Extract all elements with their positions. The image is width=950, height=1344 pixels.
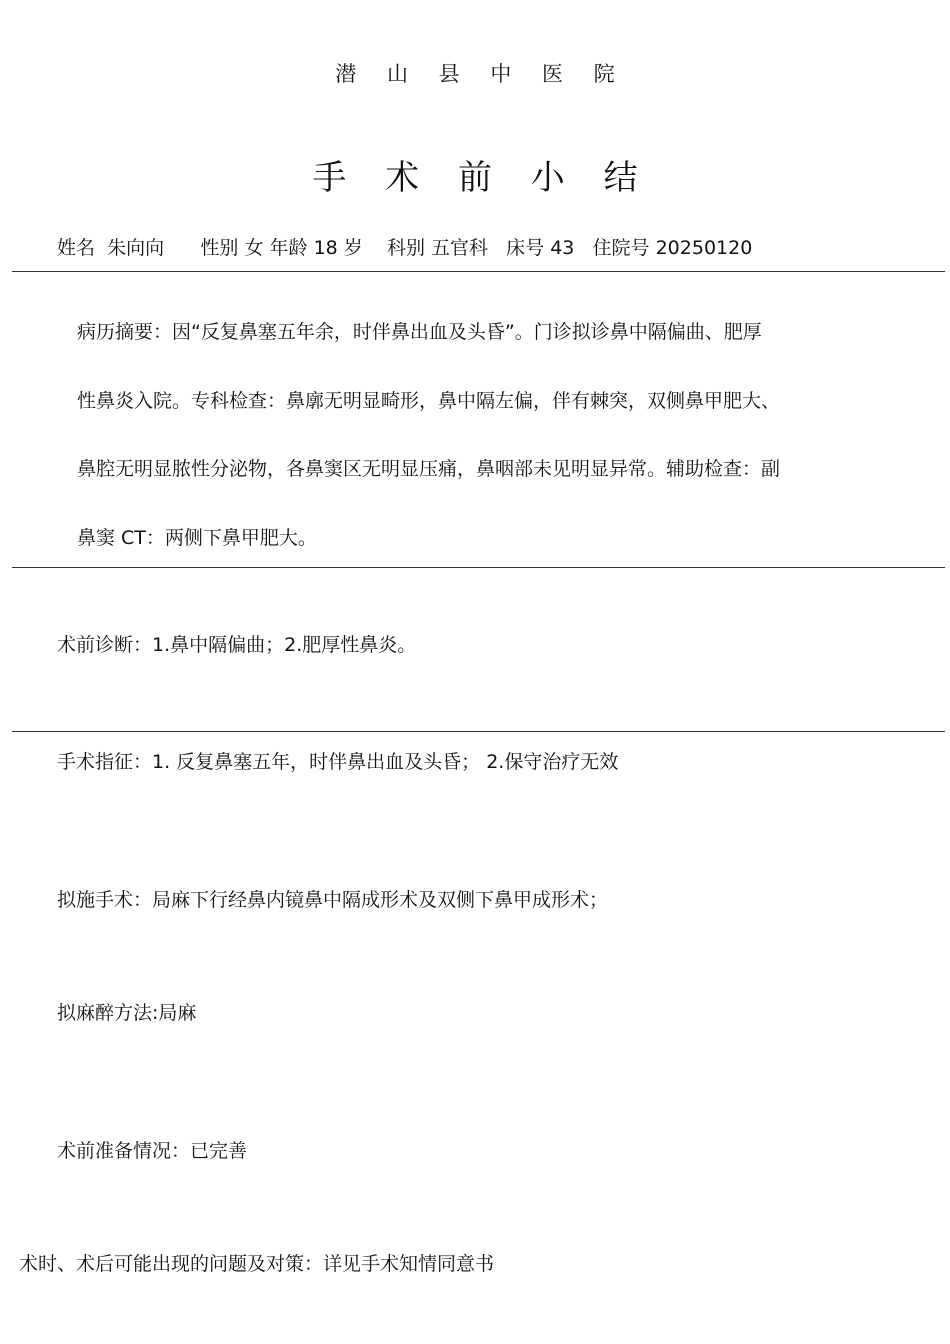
- document-title: 手 术 前 小 结: [312, 158, 652, 198]
- patient-dept: 五官科: [431, 237, 489, 259]
- surgical-indication: 手术指征：1. 反复鼻塞五年，时伴鼻出血及头昏； 2.保守治疗无效: [57, 751, 619, 773]
- bed-label: 床号: [506, 237, 545, 259]
- history-summary: [77, 298, 797, 572]
- patient-name: 朱向向: [107, 237, 165, 259]
- patient-info-row: [57, 233, 752, 260]
- summary-line: 鼻腔无明显脓性分泌物，各鼻窦区无明显压痛，鼻咽部未见明显异常。辅助检查：副: [77, 458, 781, 480]
- age-label: 年龄: [269, 237, 308, 259]
- summary-line: 鼻窦 CT：两侧下鼻甲肥大。: [77, 526, 317, 549]
- admission-number: 20250120: [655, 237, 753, 259]
- divider-summary: [12, 567, 945, 568]
- summary-line: 性鼻炎入院。专科检查：鼻廓无明显畸形，鼻中隔左偏，伴有棘突，双侧鼻甲肥大、: [77, 389, 781, 412]
- risks-and-measures: 术时、术后可能出现的问题及对策：详见手术知情同意书: [19, 1253, 495, 1275]
- divider-top: [12, 271, 945, 272]
- name-label: 姓名: [57, 237, 96, 259]
- anesthesia-method: 拟麻醉方法:局麻: [57, 1002, 197, 1024]
- summary-line: 病历摘要：因“反复鼻塞五年余，时伴鼻出血及头昏”。门诊拟诊鼻中隔偏曲、肥厚: [77, 321, 762, 343]
- divider-diagnosis: [12, 731, 945, 732]
- preop-diagnosis: 术前诊断：1.鼻中隔偏曲；2.肥厚性鼻炎。: [57, 634, 417, 656]
- dept-label: 科别: [386, 237, 425, 259]
- hospital-name: 潜 山 县 中 医 院: [335, 62, 627, 86]
- patient-age: 18 岁: [313, 237, 363, 259]
- sex-label: 性别: [200, 237, 239, 259]
- bed-number: 43: [550, 237, 575, 259]
- preop-preparation: 术前准备情况：已完善: [57, 1140, 248, 1162]
- planned-surgery: 拟施手术：局麻下行经鼻内镜鼻中隔成形术及双侧下鼻甲成形术；: [57, 889, 609, 911]
- admission-label: 住院号: [592, 237, 650, 259]
- patient-sex: 女: [244, 237, 264, 259]
